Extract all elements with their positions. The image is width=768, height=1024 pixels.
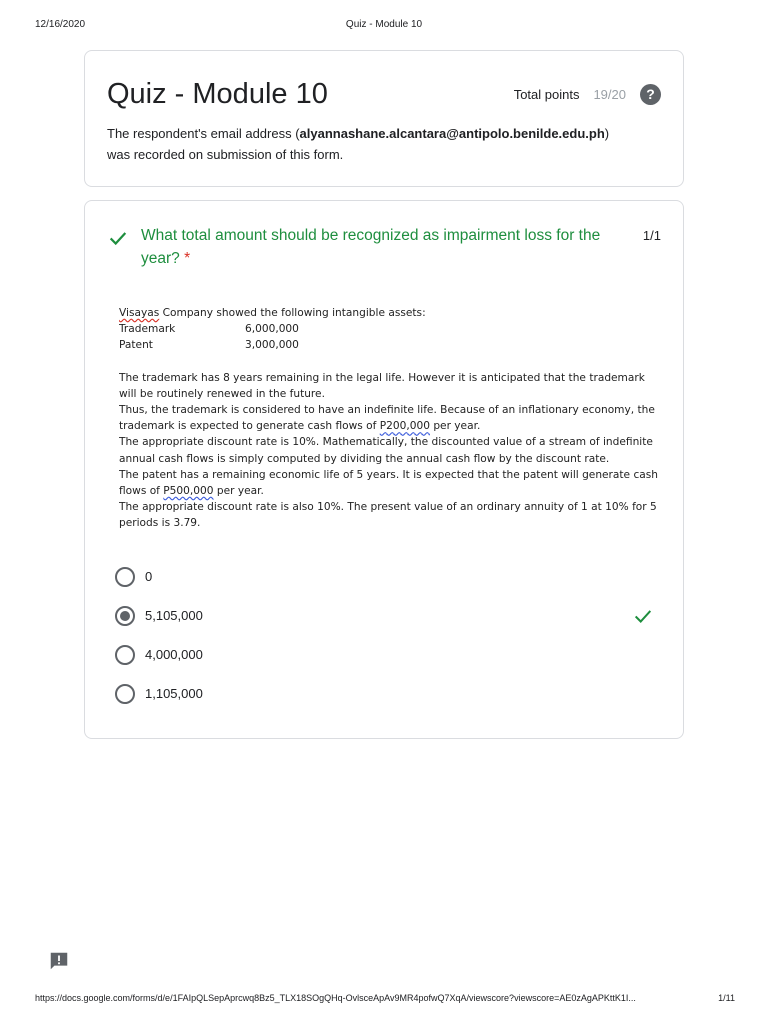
respondent-email: alyannashane.alcantara@antipolo.benilde.edu.ph: [299, 126, 605, 141]
image-text-segment: per year.: [213, 485, 264, 498]
asset-amount: 3,000,000: [245, 339, 299, 352]
image-amount: P500,000: [163, 485, 214, 498]
print-date: 12/16/2020: [35, 19, 86, 30]
total-points-value: 19/20: [593, 86, 626, 102]
required-asterisk: *: [184, 250, 191, 267]
asset-name: Trademark: [119, 323, 176, 336]
print-title: Quiz - Module 10: [345, 19, 423, 30]
email-recorded-note: [107, 123, 627, 165]
answer-option[interactable]: [115, 557, 655, 596]
radio-button[interactable]: [115, 645, 135, 665]
asset-row: [119, 337, 659, 353]
total-points: [514, 82, 661, 106]
report-problem-icon[interactable]: [48, 950, 70, 972]
image-cutoff-line: [119, 532, 659, 537]
option-label: 1,105,000: [145, 686, 203, 701]
option-label: 5,105,000: [145, 608, 203, 623]
footer-url: https://docs.google.com/forms/d/e/1FAIpQLSepAprcwq8Bz5_TLX18SOgQHq-OvlsceApAv9MR4pofwQ7XqA/viewscore?viewscore=AE0zAgAPKttK1I...: [35, 993, 636, 1003]
asset-name: Patent: [119, 339, 153, 352]
question-card: [84, 200, 684, 739]
image-paragraph: [119, 467, 659, 499]
answer-option[interactable]: [115, 635, 655, 674]
image-intro-word: Visayas: [119, 307, 160, 319]
image-paragraph: The appropriate discount rate is 10%. Mathematically, the discounted value of a stream of indefinite annual cash flows is simply computed by dividing the annual cash flow by the discount rate.: [119, 436, 653, 465]
radio-button[interactable]: [115, 567, 135, 587]
print-header: [0, 19, 768, 33]
email-note-suffix: ) was recorded on submission of this form.: [107, 126, 610, 162]
image-paragraph: [119, 402, 659, 434]
image-paragraph: The trademark has 8 years remaining in the legal life. However it is anticipated that the trademark will be routinely renewed in the future.: [119, 371, 645, 400]
check-icon: [107, 227, 129, 249]
answer-option-selected[interactable]: [115, 596, 655, 635]
option-label: 0: [145, 569, 153, 584]
footer-page-number: 1/11: [718, 993, 735, 1003]
image-amount: P200,000: [379, 420, 430, 433]
image-intro-rest: Company showed the following intangible assets:: [159, 307, 426, 319]
answer-options: [115, 557, 655, 713]
check-icon: [632, 605, 654, 627]
image-intro: [119, 305, 659, 321]
question-image: [119, 305, 659, 537]
total-points-label: Total points: [513, 86, 580, 102]
image-text-segment: per year.: [429, 420, 481, 433]
print-footer: [0, 993, 768, 1007]
asset-amount: 6,000,000: [245, 323, 299, 336]
image-text-segment: The patent has a remaining economic life of 5 years. It is expected that the patent will generate cash flows of: [119, 468, 658, 498]
email-note-prefix: The respondent's email address (: [107, 126, 300, 141]
question-text: What total amount should be recognized as impairment loss for the year?: [141, 227, 601, 267]
radio-selected-dot: [120, 611, 130, 621]
image-paragraph: The appropriate discount rate is also 10%. The present value of an ordinary annuity of 1 at 10% for 5 periods is 3.79.: [119, 501, 657, 530]
radio-button[interactable]: [115, 684, 135, 704]
option-label: 4,000,000: [145, 647, 203, 662]
asset-row: [119, 321, 659, 337]
radio-button-selected[interactable]: [115, 606, 135, 626]
answer-option[interactable]: [115, 674, 655, 713]
help-icon[interactable]: ?: [640, 84, 661, 105]
question-score: 1/1: [642, 228, 661, 243]
question-title: [141, 224, 621, 270]
image-text-segment: Thus, the trademark is considered to have an indefinite life. Because of an inflationary economy, the trademark is expected to generate cash flows of: [119, 404, 655, 433]
quiz-header-card: [84, 50, 684, 187]
quiz-title: Quiz - Module 10: [107, 78, 328, 110]
